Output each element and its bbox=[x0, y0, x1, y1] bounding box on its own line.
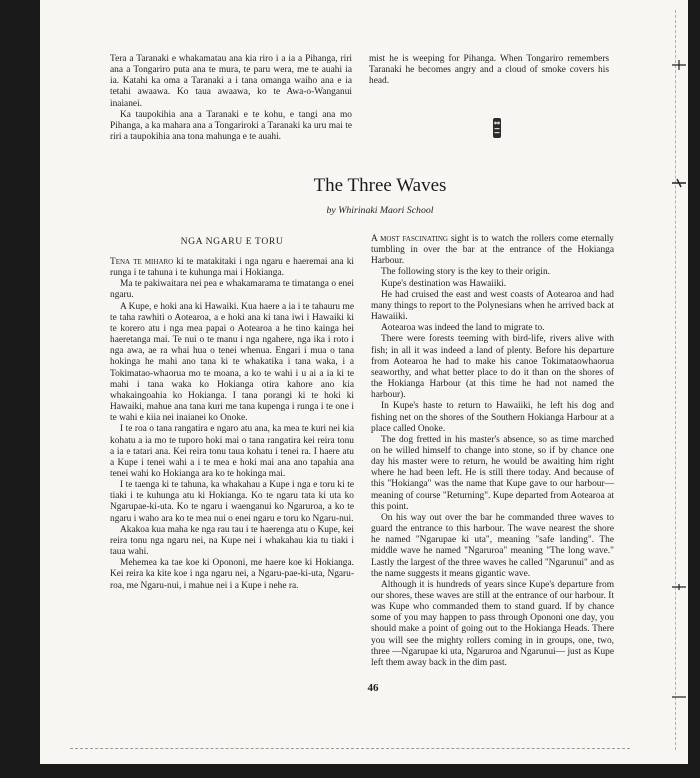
english-paragraph-8: The dog fretted in his master's absence, so as time marched on he willed himself to change into stone, so if by chance one day his master were to return, he would be awaiting him right where he had been left. He is still there today. And because of this "Hokianga" was the name that Kupe gave to our harbour—meaning of course "Returning". Kupe departed from Aotearoa at this point. bbox=[371, 434, 614, 512]
english-paragraph-9: On his way out over the bar he commanded three waves to guard the entrance to this harbour. The wave nearest the shore he named "Ngarupae ki uta", meaning "safe landing". The middle wave he named "Ngaruroa" meaning "The long wave." Lastly the largest of the three waves he called "Ngarunui" and as the name suggests it means gigantic wave. bbox=[371, 512, 614, 579]
english-text-column bbox=[371, 234, 614, 669]
maori-paragraph-5: I te taenga ki te tahuna, ka whakahau a Kupe i nga e toru ki te tiaki i te kuhunga atu ki Hokianga. Ko te ngaru tata ki uta ko Ngarupae-ki-uta. Ko te ngaru i waenganui ko Ngaruroa, a ko te ngaru i waho ara ko te mea nui o enei ngaru e toru ko Ngaru-nui. bbox=[110, 480, 354, 524]
english-paragraph-7: In Kupe's haste to return to Hawaiiki, he left his dog and fishing net on the shores of the Southern Hokianga Harbour at a place called Onoke. bbox=[371, 401, 614, 434]
maori-paragraph-4: I te roa o tana rangatira e ngaro atu ana, ka mea te kuri nei kia kohatu a ia mo te tuporo hoki mai o tana rangatira kei reira tonu a ia e tatari ana. Kei reira tonu taua kohatu i tenei ra. I haere atu a Kupe i tenei wahi a i te mea e hoki mai ana ano tapahia ana tenei wahi ko Hokianga ara ko te hokinga mai. bbox=[110, 424, 354, 479]
top-left-paragraph-2: Ka taupokihia ana a Taranaki e te kohu, e tangi ana mo Pihanga, a ka mahara ana a Tongariroki a Taranaki ka uru mai te riri a taupokihia ana tona mahunga e te auahi. bbox=[110, 109, 352, 143]
english-paragraph-3: Kupe's destination was Hawaiiki. bbox=[381, 278, 507, 289]
english-paragraph-1 bbox=[371, 234, 614, 267]
margin-mark-icon bbox=[672, 58, 686, 72]
margin-mark-icon bbox=[672, 580, 686, 594]
top-left-paragraph-1: Tera a Taranaki e whakamatau ana kia riro i a ia a Pihanga, riri ana a Tongariro puta ana te mura, te paru wera, me te auahi ia ia. Katahi ka oma a Taranaki a i tana omanga waiho ana e ia tetahi awaawa. Ko taua awaawa, ko te Awa-o-Wanganui inaianei. bbox=[110, 54, 352, 109]
english-lead-caps: A most fascinating bbox=[371, 234, 448, 244]
english-paragraph-4: He had cruised the east and west coasts of Aotearoa and had many things to report to the Polynesians when he arrived back at Hawaiiki. bbox=[371, 289, 614, 323]
maori-text-column bbox=[110, 257, 354, 592]
english-paragraph-5: Aotearoa was indeed the land to migrate to. bbox=[381, 323, 545, 334]
english-paragraph-1-text: sight is to watch the rollers come eternally tumbling in over the bar at the entrance of the Hokianga Harbour. bbox=[371, 234, 614, 267]
maori-paragraph-6: Akakoa kua maha ke nga rau tau i te haerenga atu o Kupe, kei reira tonu nga ngaru nei, na Kupe nei i whakahau kia tu tiaki i taua wahi. bbox=[110, 524, 354, 558]
english-paragraph-10: Although it is hundreds of years since Kupe's departure from our shores, these waves are still at the entrance of our harbour. It was Kupe who commanded them to stand guard. If by chance some of you may happen to pass through Opononi one day, you should make a point of going out to the Hokianga Heads. There you will see the mighty rollers coming in in groups, one, two, three —Ngarupae ki uta, Ngaruroa and Ngarunui— just as Kupe left them away back in the dim past. bbox=[371, 579, 614, 668]
margin-mark-icon bbox=[672, 690, 686, 704]
right-dashed-rule bbox=[675, 10, 676, 750]
article-title: The Three Waves bbox=[313, 175, 447, 196]
english-paragraph-2: The following story is the key to their origin. bbox=[381, 267, 550, 278]
maori-paragraph-7: Mehemea ka tae koe ki Opononi, me haere koe ki Hokianga. Kei reira ka kite koe i nga ngaru nei, a Ngaru-pae-ki-uta, Ngaru-roa, me Ngaru-nui, i mahue nei i a Kupe i nehe ra. bbox=[110, 558, 354, 591]
page-number: 46 bbox=[367, 682, 379, 694]
maori-paragraph-3: A Kupe, e hoki ana ki Hawaiki. Kua haere a ia i te tahauru me te taha rawhiti o Aotearoa, a e hoki ana ki tana iwi i Hawaiki ki te korero atu i nga mea papai o Aotearoa a he tino kainga hei haeretanga mai. Te nui o te manu i nga ngahere, nga ika i roto i nga awa, ae ra whai hua o tenei whenua. Engari i mua o tana hokinga he mahi ano tana ki te whakatika i tana waka, i a Tokimatao-whaorua mo te moana, a ko te wahi i u ai a ia ki te mahi i tana waka ko Hokianga otira kahore ano kia whakaingoahia ko Hokianga. I tana porangi ki te hoki ki Hawaiki, mahue ana tana kuri me tana kupenga i runga i te one i te wahi e kiia nei inaianei ko Onoke. bbox=[110, 301, 354, 424]
magazine-page bbox=[40, 0, 688, 764]
english-paragraph-6: There were forests teeming with bird-life, rivers alive with fish; in all it was indeed a land of plenty. Before his departure from Aotearoa he had to make his canoe Tokimataowhaorua seaworthy, and what better place to do it than on the shores of the Hokianga Harbour (at this time he had not named the harbour). bbox=[371, 334, 614, 401]
maori-paragraph-1 bbox=[110, 257, 354, 279]
maori-heading: NGA NGARU E TORU bbox=[180, 236, 284, 247]
maori-lead-caps: Tena te miharo bbox=[110, 257, 174, 267]
bottom-dashed-rule bbox=[70, 748, 630, 749]
margin-mark-icon bbox=[672, 176, 686, 190]
maori-paragraph-1-text: ki te matakitaki i nga ngaru e haeremai ana ki runga i te tahuna i te kuhunga mai i Hokianga. bbox=[110, 257, 354, 279]
top-right-column bbox=[369, 54, 609, 87]
top-right-paragraph: mist he is weeping for Pihanga. When Tongariro remembers Taranaki he becomes angry and a cloud of smoke covers his head. bbox=[369, 54, 609, 87]
article-byline: by Whirinaki Maori School bbox=[326, 205, 434, 216]
top-left-column bbox=[110, 54, 352, 143]
tiki-ornament-icon bbox=[492, 118, 502, 138]
maori-paragraph-2: Ma te pakiwaitara nei pea e whakamarama te timatanga o enei ngaru. bbox=[110, 279, 354, 301]
